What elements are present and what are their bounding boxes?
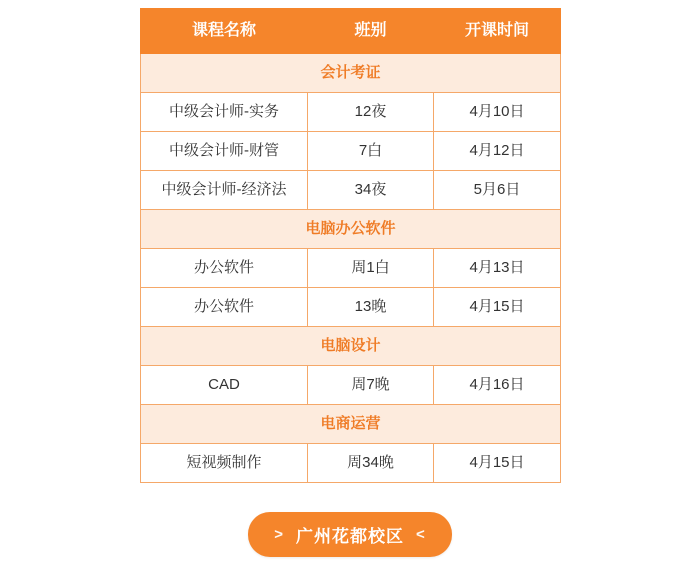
cell-course-name: 中级会计师-财管 xyxy=(141,132,308,171)
section-row xyxy=(141,54,561,93)
section-title: 电脑办公软件 xyxy=(141,210,561,249)
cell-course-name: 中级会计师-实务 xyxy=(141,93,308,132)
cell-class-type: 13晚 xyxy=(308,288,434,327)
cell-start-date: 4月10日 xyxy=(434,93,561,132)
cell-start-date: 4月16日 xyxy=(434,366,561,405)
table-row xyxy=(141,444,561,483)
cell-class-type: 34夜 xyxy=(308,171,434,210)
section-title: 电商运营 xyxy=(141,405,561,444)
footer xyxy=(0,512,700,557)
cell-class-type: 周34晚 xyxy=(308,444,434,483)
cell-start-date: 4月15日 xyxy=(434,444,561,483)
cell-start-date: 4月13日 xyxy=(434,249,561,288)
table-header xyxy=(141,9,561,54)
chevron-right-icon: > xyxy=(274,526,284,543)
table-row xyxy=(141,288,561,327)
cell-course-name: 短视频制作 xyxy=(141,444,308,483)
table-header-row xyxy=(141,9,561,54)
cell-course-name: 中级会计师-经济法 xyxy=(141,171,308,210)
schedule-table-container xyxy=(140,8,560,483)
course-schedule-table xyxy=(140,8,561,483)
campus-badge[interactable] xyxy=(248,512,452,557)
table-row xyxy=(141,366,561,405)
section-row xyxy=(141,210,561,249)
cell-class-type: 7白 xyxy=(308,132,434,171)
cell-course-name: 办公软件 xyxy=(141,249,308,288)
column-header-course-name: 课程名称 xyxy=(141,9,308,54)
table-row xyxy=(141,171,561,210)
column-header-class-type: 班别 xyxy=(308,9,434,54)
cell-class-type: 周1白 xyxy=(308,249,434,288)
section-title: 电脑设计 xyxy=(141,327,561,366)
cell-course-name: CAD xyxy=(141,366,308,405)
section-row xyxy=(141,405,561,444)
chevron-left-icon: < xyxy=(416,526,426,543)
cell-course-name: 办公软件 xyxy=(141,288,308,327)
cell-start-date: 4月12日 xyxy=(434,132,561,171)
section-row xyxy=(141,327,561,366)
campus-label: 广州花都校区 xyxy=(296,527,404,546)
table-body xyxy=(141,54,561,483)
cell-start-date: 4月15日 xyxy=(434,288,561,327)
cell-class-type: 周7晚 xyxy=(308,366,434,405)
table-row xyxy=(141,249,561,288)
table-row xyxy=(141,132,561,171)
section-title: 会计考证 xyxy=(141,54,561,93)
column-header-start-date: 开课时间 xyxy=(434,9,561,54)
table-row xyxy=(141,93,561,132)
cell-class-type: 12夜 xyxy=(308,93,434,132)
cell-start-date: 5月6日 xyxy=(434,171,561,210)
